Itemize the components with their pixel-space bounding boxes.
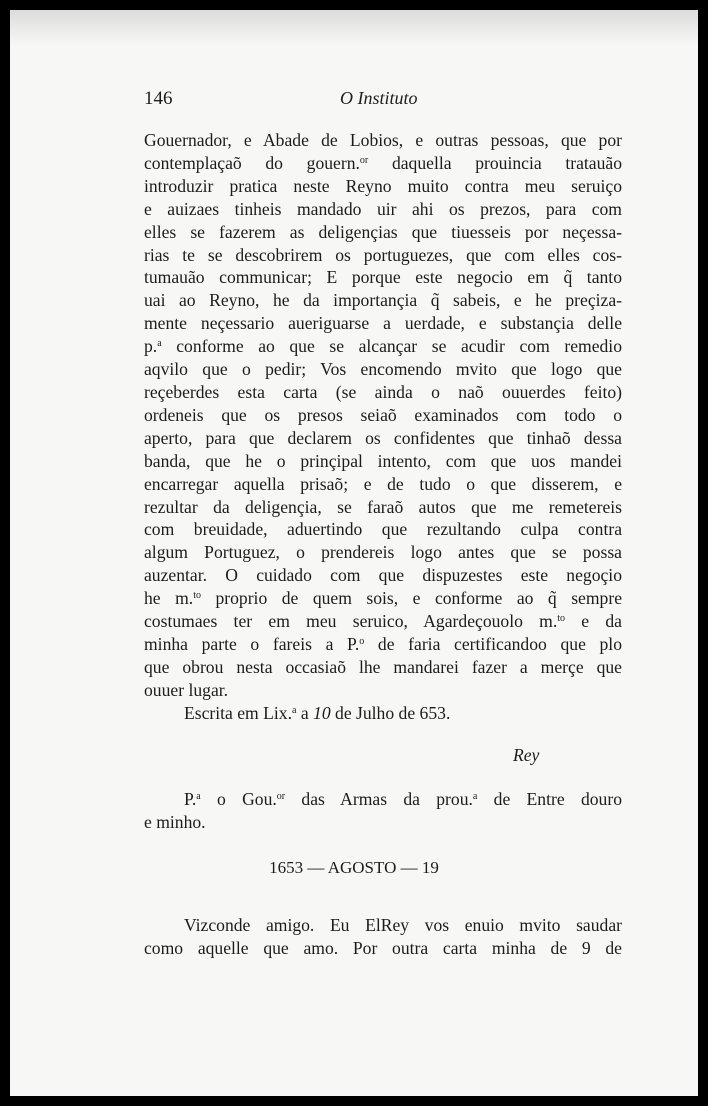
address-line: e minho.: [144, 812, 206, 832]
address-block: [144, 788, 622, 834]
address-line: P.$^a$ o Gou.$^{or}$ das Armas da prou.$^a$ de Entre douro: [184, 789, 622, 809]
text-line: aqvilo que o pedir; Vos encomendo mvito que logo que: [144, 359, 622, 380]
text-line: costumaes ter em meu seruico, Agardeçouolo m.$^{to}$ e da: [144, 611, 622, 632]
text-line: auzentar. O cuidado com que dispuzestes este negoçio: [144, 565, 622, 586]
closing-line: Escrita em Lix.$^a$ a 10 de Julho de 653.: [184, 702, 451, 723]
text-line: com breuidade, aduertindo que rezultando culpa contra: [144, 519, 622, 540]
text-line: algum Portuguez, o prendereis logo antes que se possa: [144, 542, 622, 563]
text-line: introduzir pratica neste Reyno muito contra meu seruiço: [144, 175, 622, 196]
text-line: minha parte o fareis a P.$^o$ de faria certificandoo que plo: [144, 633, 622, 654]
text-line: banda, que he o prinçipal intento, com que uos mandei: [144, 450, 622, 471]
text-line: uai ao Reyno, he da importançia q̃ sabeis, e he preçiza-: [144, 290, 622, 311]
text-line: e auizaes tinheis mandado uir ahi os prezos, para com: [144, 198, 622, 219]
text-line: reçeberdes esta carta (se ainda o naõ ouuerdes feito): [144, 381, 622, 402]
text-line: contemplaçaõ do gouern.$^{or}$ daquella prouincia tratauão: [144, 152, 623, 173]
running-title: O Instituto: [340, 88, 418, 108]
text-line: ordeneis que os presos seiaõ examinados com todo o: [144, 404, 622, 425]
text-line: p.$^a$ conforme ao que se alcançar se acudir com remedio: [144, 336, 622, 357]
signature: Rey: [513, 745, 540, 765]
page-number: 146: [144, 88, 173, 109]
text-line: encarregar aquella prisaõ; e de tudo o que disserem, e: [144, 473, 622, 494]
text-line: ouuer lugar.: [144, 679, 229, 700]
text-line: Gouernador, e Abade de Lobios, e outras pessoas, que por: [144, 130, 622, 150]
text-line: como aquelle que amo. Por outra carta minha de 9 de: [144, 938, 622, 958]
text-line: aperto, para que declarem os confidentes que tinhaõ dessa: [144, 427, 622, 448]
date-heading: 1653 — AGOSTO — 19: [269, 858, 439, 877]
page-header: [144, 88, 554, 114]
text-line: he m.$^{to}$ proprio de quem sois, e conforme ao q̃ sempre: [144, 588, 623, 609]
text-line: elles se fazerem as deligençias que tiuesseis por neçessa-: [144, 221, 622, 242]
document-page: [10, 10, 698, 1096]
letter-body: [144, 129, 622, 725]
text-line: mente neçessario aueriguarse a uerdade, e substançia delle: [144, 313, 622, 334]
second-letter-body: [144, 914, 622, 960]
scan-shadow: [10, 10, 698, 46]
text-line: rias te se descobrirem os portuguezes, que com elles cos-: [144, 244, 622, 265]
text-line: que obrou nesta occasiaõ lhe mandarei fazer a merçe que: [144, 656, 622, 677]
text-line: rezultar da deligençia, se faraõ autos que me remetereis: [144, 496, 622, 517]
text-line: Vizconde amigo. Eu ElRey vos enuio mvito saudar: [184, 915, 622, 935]
text-line: tumauão communicar; E porque este negocio em q̃ tanto: [144, 267, 622, 288]
